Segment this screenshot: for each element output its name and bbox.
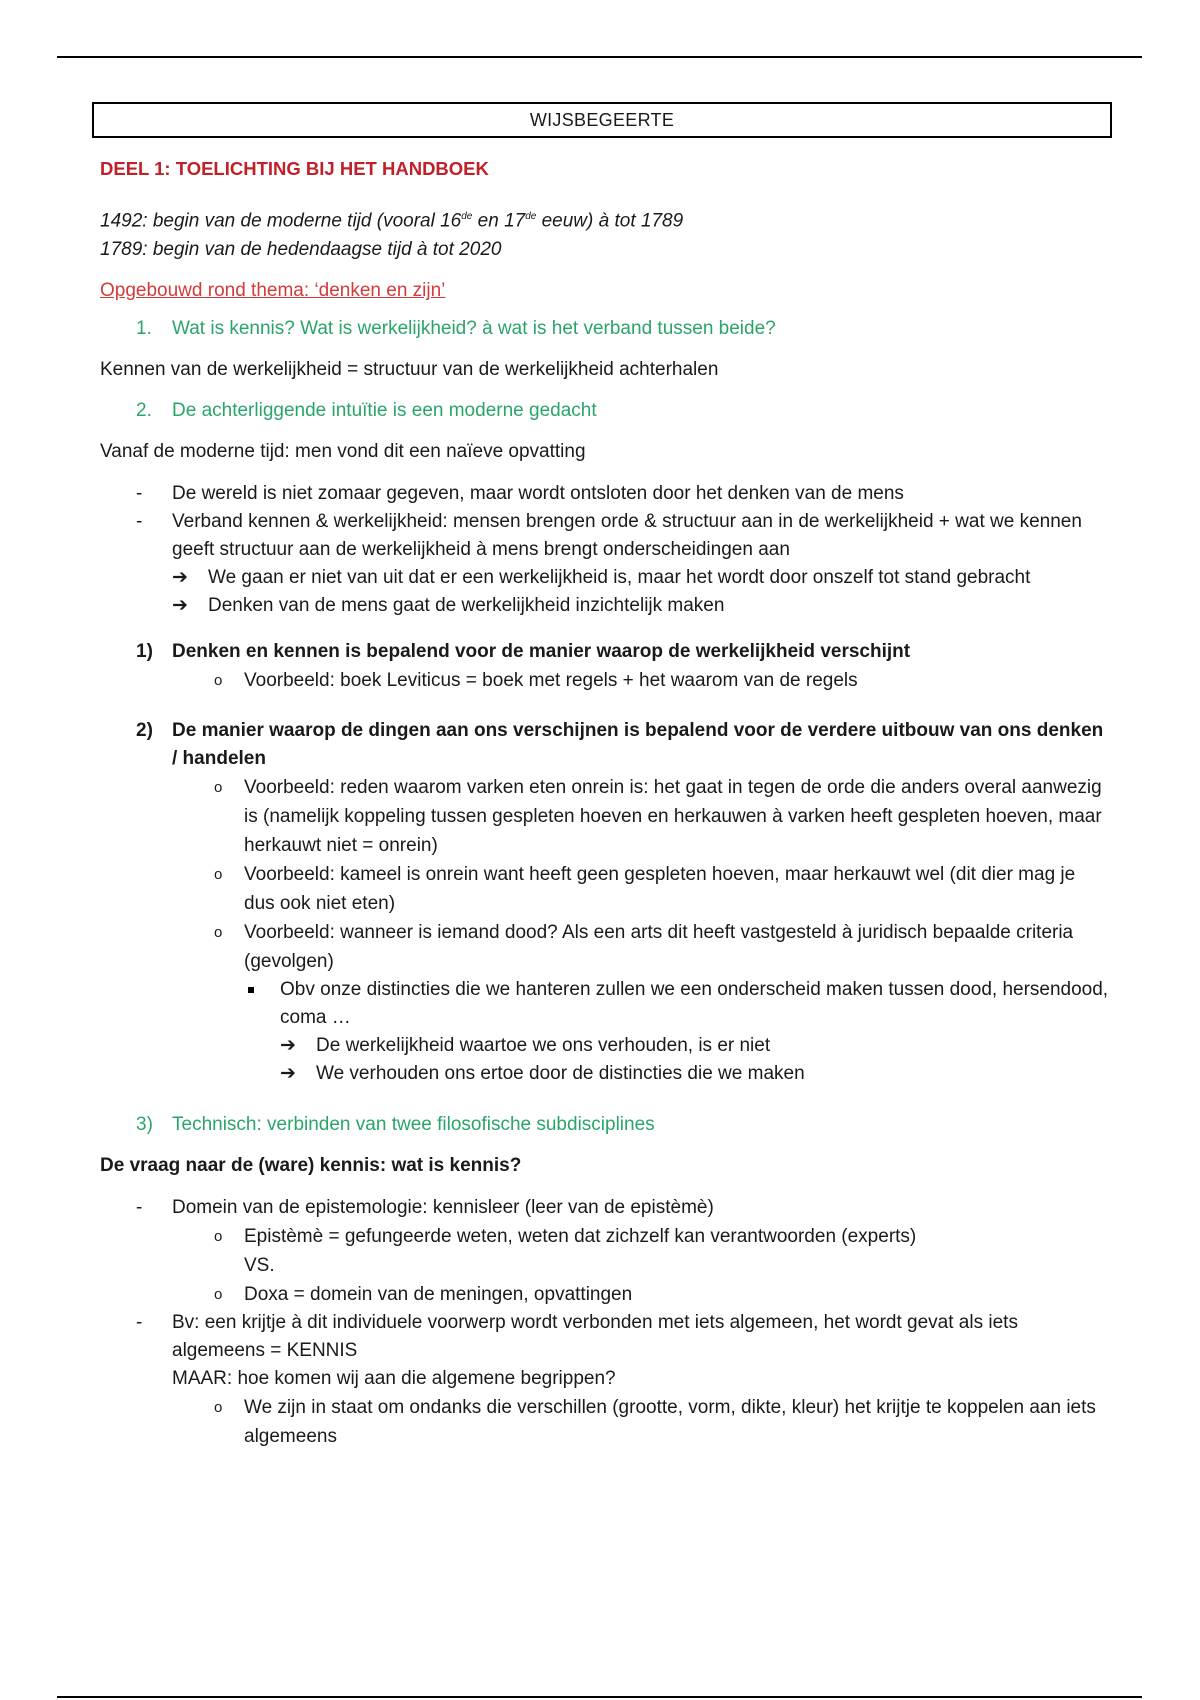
superscript: de (461, 211, 473, 222)
list-number: 2. (136, 400, 152, 422)
list-item (100, 1393, 1110, 1451)
point-1 (100, 638, 1110, 666)
document-page (100, 102, 1110, 1451)
circle-bullet-icon: o (214, 866, 223, 884)
list-item-text: Doxa = domein van de meningen, opvattingen (244, 1284, 633, 1306)
point-3 (100, 1114, 1110, 1136)
list-item-text: Bv: een krijtje à dit individuele voorwerp wordt verbonden met iets algemeen, het wordt gevat als iets algemeens = KENNIS (172, 1312, 1018, 1362)
list-item (100, 666, 1110, 695)
arrow-icon: ➔ (280, 1063, 296, 1085)
point-text: Technisch: verbinden van twee filosofische subdisciplines (172, 1114, 655, 1136)
list-number: 1. (136, 318, 152, 340)
theme-heading: Opgebouwd rond thema: ‘denken en zijn’ (100, 280, 446, 302)
section-heading: DEEL 1: TOELICHTING BIJ HET HANDBOEK (100, 158, 489, 179)
list-item-text: De werkelijkheid waartoe we ons verhouden, is er niet (316, 1035, 771, 1057)
top-rule (57, 56, 1142, 58)
question-text: Wat is kennis? Wat is werkelijkheid? à wat is het verband tussen beide? (172, 318, 776, 340)
list-item: - Verband kennen & werkelijkheid: mensen brengen orde & structuur aan in de werkelijkheid + wat we kennen geeft structuur aan de werkelijkheid à mens brengt onderscheidingen aan (100, 508, 1110, 564)
arrow-list-1 (136, 564, 1110, 620)
circle-bullet-icon: o (214, 1286, 223, 1304)
list-item-text: We zijn in staat om ondanks die verschillen (grootte, vorm, dikte, kleur) het krijtje te koppelen aan iets algemeens (244, 1397, 1096, 1448)
versus-label: VS. (244, 1255, 275, 1277)
point-2 (100, 717, 1110, 773)
sub-list (244, 976, 1110, 1088)
list-item-text: Voorbeeld: wanneer is iemand dood? Als een arts dit heeft vastgesteld à juridisch bepaalde criteria (gevolgen) (244, 922, 1074, 973)
list-item (280, 1032, 1110, 1060)
list-item-text: Domein van de epistemologie: kennisleer (leer van de epistèmè) (172, 1197, 714, 1219)
list-item-text: Denken van de mens gaat de werkelijkheid inzichtelijk maken (208, 595, 725, 617)
circle-bullet-icon: o (214, 1228, 223, 1246)
point-text: De manier waarop de dingen aan ons verschijnen is bepalend voor de verdere uitbouw van ons denken / handelen (172, 720, 1104, 770)
document-title-box (92, 102, 1112, 138)
list-item-text: MAAR: hoe komen wij aan die algemene begrippen? (172, 1368, 616, 1390)
bullet-list-1 (100, 480, 1110, 564)
list-item-text: We verhouden ons ertoe door de distincties die we maken (316, 1063, 805, 1085)
list-item-text: Obv onze distincties die we hanteren zullen we een onderscheid maken tussen dood, hersendood, coma … (280, 979, 1109, 1029)
list-item (280, 1060, 1110, 1088)
paragraph-2: Vanaf de moderne tijd: men vond dit een naïeve opvatting (100, 441, 586, 463)
point-2-examples (100, 773, 1110, 1088)
list-number: 1) (136, 641, 153, 663)
timeline-text: 1492: begin van de moderne tijd (vooral 16 (100, 210, 462, 232)
list-number: 3) (136, 1114, 153, 1136)
timeline-text: eeuw) à tot 1789 (536, 210, 684, 232)
point-1-examples (100, 666, 1110, 695)
timeline-line-1 (100, 202, 1110, 235)
list-item (100, 1222, 1110, 1280)
list-item (100, 860, 1110, 918)
list-item (136, 592, 1110, 620)
question-1 (100, 318, 1110, 340)
list-item (100, 773, 1110, 860)
list-item-text: We gaan er niet van uit dat er een werkelijkheid is, maar het wordt door onszelf tot stand gebracht (208, 567, 1031, 589)
circle-bullet-icon: o (214, 924, 223, 942)
list-item (100, 1280, 1110, 1309)
bullet-list-2 (100, 1194, 1110, 1451)
timeline-line-2: 1789: begin van de hedendaagse tijd à tot 2020 (100, 239, 502, 261)
arrow-icon: ➔ (172, 595, 188, 617)
question-2 (100, 400, 1110, 422)
list-item (100, 1309, 1110, 1451)
sub-arrow-list (280, 1032, 1110, 1088)
timeline-text: en 17 (472, 210, 526, 232)
list-item (100, 918, 1110, 1088)
list-number: 2) (136, 720, 153, 742)
timeline-block (100, 202, 1110, 264)
list-item (136, 564, 1110, 592)
list-item-text: Voorbeeld: kameel is onrein want heeft geen gespleten hoeven, maar herkauwt wel (dit dier mag je dus ook niet eten) (244, 864, 1076, 915)
arrow-icon: ➔ (172, 567, 188, 589)
arrow-icon: ➔ (280, 1035, 296, 1057)
superscript: de (525, 211, 537, 222)
square-bullet-icon (248, 987, 254, 993)
question-heading: De vraag naar de (ware) kennis: wat is kennis? (100, 1155, 522, 1177)
question-text: De achterliggende intuïtie is een moderne gedacht (172, 400, 597, 422)
paragraph-1: Kennen van de werkelijkheid = structuur van de werkelijkheid achterhalen (100, 359, 719, 381)
point-text: Denken en kennen is bepalend voor de manier waarop de werkelijkheid verschijnt (172, 641, 911, 663)
bottom-rule (57, 1696, 1142, 1698)
list-item: - De wereld is niet zomaar gegeven, maar wordt ontsloten door het denken van de mens (100, 480, 1110, 508)
list-item (100, 1194, 1110, 1309)
sub-list (100, 1222, 1110, 1309)
list-item-text: Voorbeeld: reden waarom varken eten onrein is: het gaat in tegen de orde die anders overal aanwezig is (namelijk koppeling tussen gespleten hoeven en herkauwen à varken heeft gespleten hoeven, maar herkauwt niet = onrein) (244, 777, 1102, 857)
circle-bullet-icon: o (214, 672, 223, 690)
list-item-text: Epistèmè = gefungeerde weten, weten dat zichzelf kan verantwoorden (experts) (244, 1226, 917, 1248)
sub-list (100, 1393, 1110, 1451)
list-item-text: Voorbeeld: boek Leviticus = boek met regels + het waarom van de regels (244, 670, 858, 692)
document-title: WIJSBEGEERTE (529, 109, 675, 130)
list-item (244, 976, 1110, 1088)
circle-bullet-icon: o (214, 779, 223, 797)
circle-bullet-icon: o (214, 1399, 223, 1417)
